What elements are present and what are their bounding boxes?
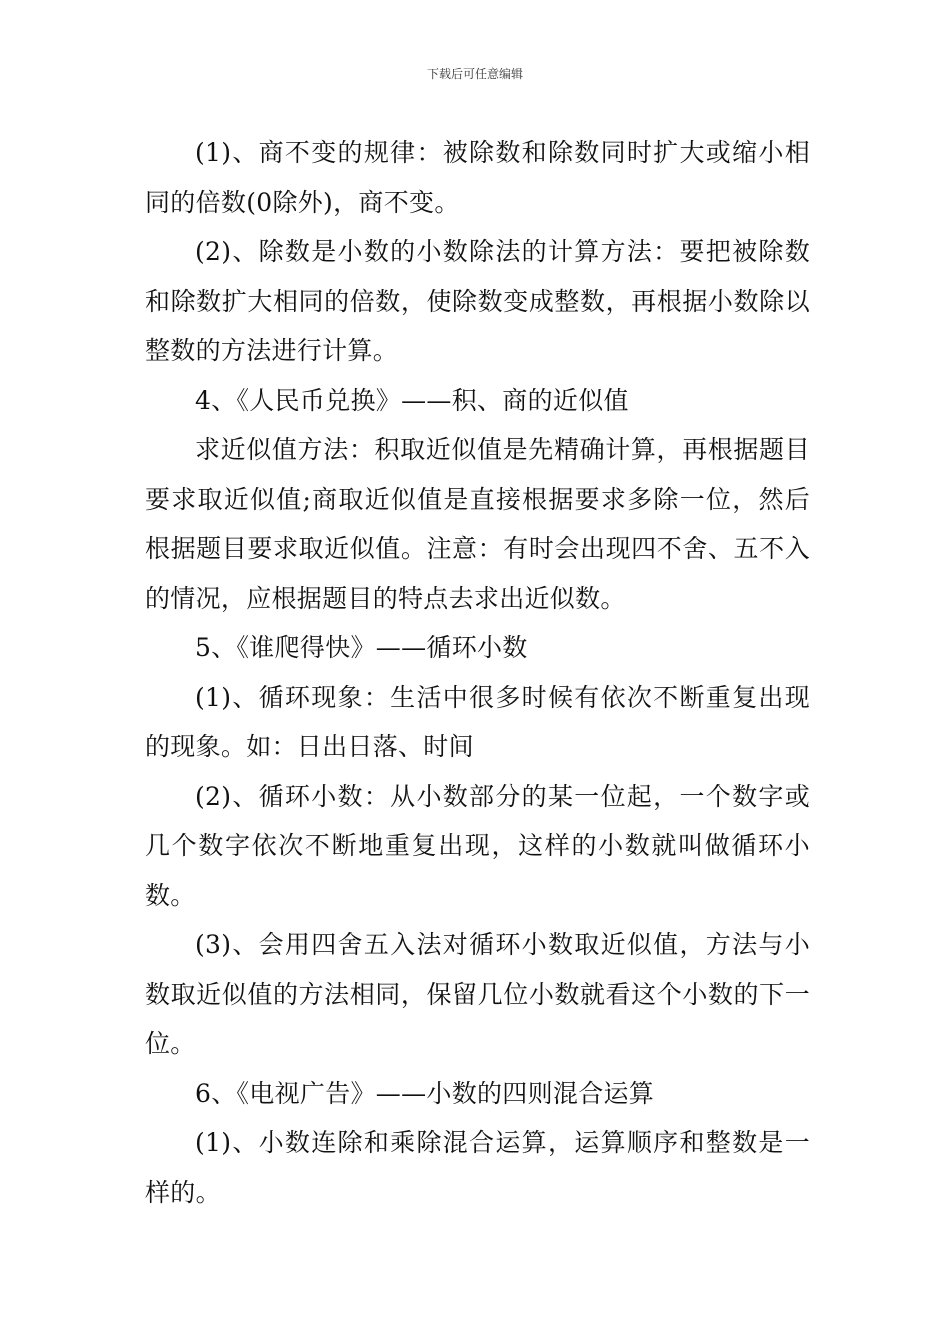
paragraph-approximation-method: 求近似值方法：积取近似值是先精确计算，再根据题目要求取近似值;商取近似值是直接根据要求多除一位，然后根据题目要求取近似值。注意：有时会出现四不舍、五不入的情况，应根据题目的特点去求出近似数。 bbox=[145, 435, 810, 613]
paragraph-quotient-rule: (1)、商不变的规律：被除数和除数同时扩大或缩小相同的倍数(0除外)，商不变。 bbox=[145, 138, 810, 217]
paragraph-mixed-operations: (1)、小数连除和乘除混合运算，运算顺序和整数是一样的。 bbox=[145, 1128, 810, 1207]
paragraph-cyclic-phenomenon: (1)、循环现象：生活中很多时候有依次不断重复出现的现象。如：日出日落、时间 bbox=[145, 682, 810, 761]
section-heading-5: 5、《谁爬得快》——循环小数 bbox=[195, 633, 528, 662]
section-heading-4: 4、《人民币兑换》——积、商的近似值 bbox=[195, 385, 629, 415]
paragraph-repeating-decimal: (2)、循环小数：从小数部分的某一位起，一个数字或几个数字依次不断地重复出现，这样的小数就叫做循环小数。 bbox=[145, 781, 810, 910]
paragraph-decimal-division-method: (2)、除数是小数的小数除法的计算方法：要把被除数和除数扩大相同的倍数，使除数变成整数，再根据小数除以整数的方法进行计算。 bbox=[145, 237, 810, 365]
document-body bbox=[145, 128, 810, 1217]
section-heading-6: 6、《电视广告》——小数的四则混合运算 bbox=[195, 1078, 655, 1108]
paragraph-rounding-repeating-decimal: (3)、会用四舍五入法对循环小数取近似值，方法与小数取近似值的方法相同，保留几位小数就看这个小数的下一位。 bbox=[145, 930, 810, 1058]
page-header: 下载后可任意编辑 bbox=[426, 67, 523, 81]
